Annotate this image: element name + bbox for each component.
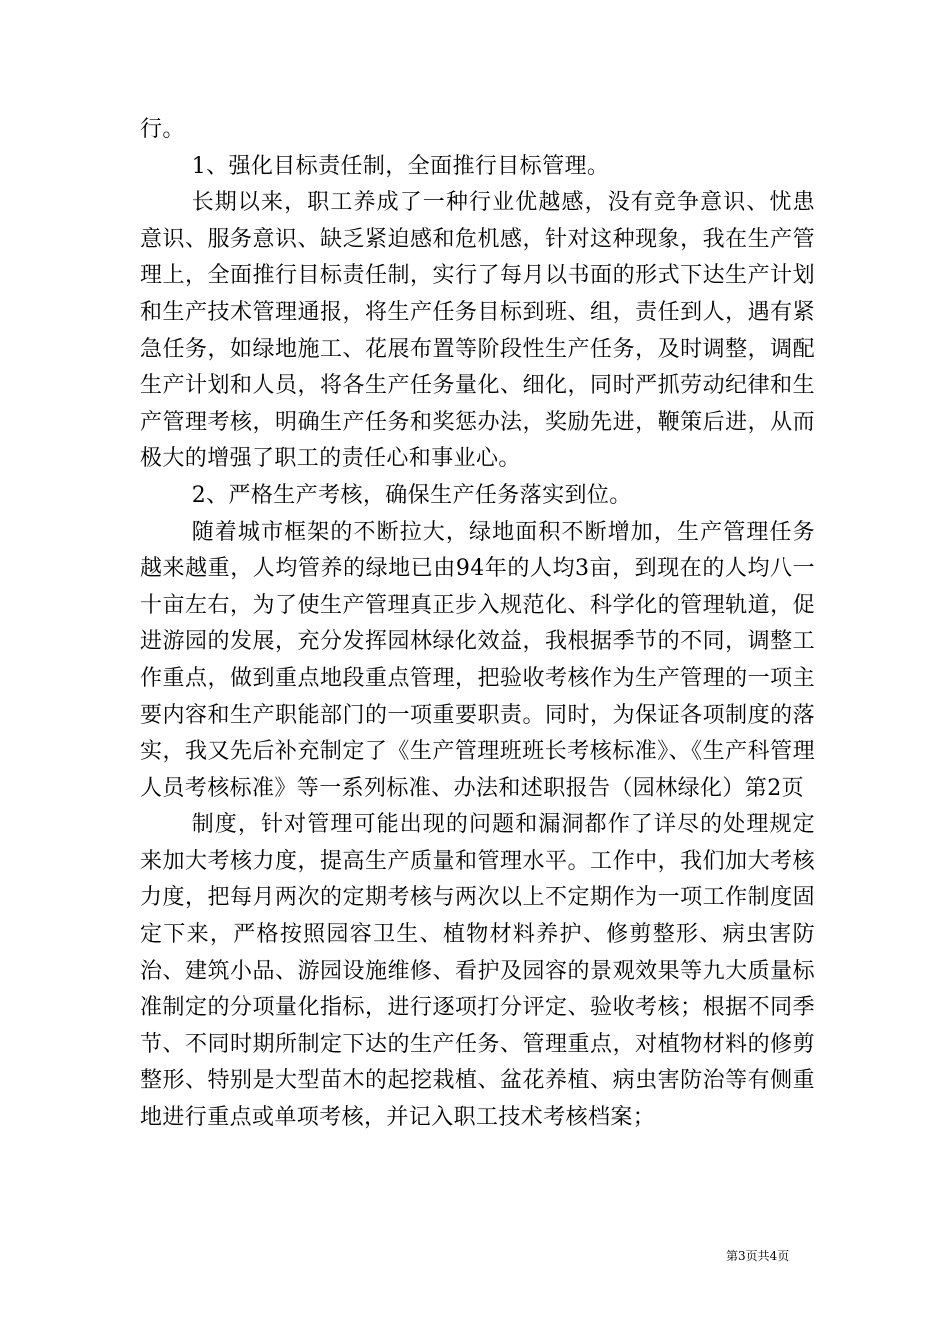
paragraph-target-responsibility: 长期以来，职工养成了一种行业优越感，没有竞争意识、忧患意识、服务意识、缺乏紧迫感和危机感，针对这种现象，我在生产管理上，全面推行目标责任制，实行了每月以书面的形式下达生产计划和生产技术管理通报，将生产任务目标到班、组，责任到人，遇有紧急任务，如绿地施工、花展布置等阶段性生产任务，及时调整，调配生产计划和人员，将各生产任务量化、细化，同时严抓劳动纪律和生产管理考核，明确生产任务和奖惩办法，奖励先进，鞭策后进，从而极大的增强了职工的责任心和事业心。 [140,190,815,472]
paragraph-system-rules: 制度，针对管理可能出现的问题和漏洞都作了详尽的处理规定来加大考核力度，提高生产质量和管理水平。工作中，我们加大考核力度，把每月两次的定期考核与两次以上不定期作为一项工作制度固定下来，严格按照园容卫生、植物材料养护、修剪整形、病虫害防治、建筑小品、游园设施维修、看护及园容的景观效果等九大质量标准制定的分项量化指标，进行逐项打分评定、验收考核；根据不同季节、不同时期所制定下达的生产任务、管理重点，对植物材料的修剪整形、特别是大型苗木的起挖栽植、盆花养植、病虫害防治等有侧重地进行重点或单项考核，并记入职工技术考核档案； [140,812,815,1131]
paragraph-continuation: 行。 [140,117,185,142]
section-heading-1: 1、强化目标责任制，全面推行目标管理。 [191,153,610,179]
section-heading-2: 2、严格生产考核，确保生产任务落实到位。 [191,482,632,508]
page-number-footer: 第3页共4页 [726,1249,790,1263]
paragraph-production-assessment: 随着城市框架的不断拉大，绿地面积不断增加，生产管理任务越来越重，人均管养的绿地已由94年的人均3亩，到现在的人均八一十亩左右，为了使生产管理真正步入规范化、科学化的管理轨道，促进游园的发展，充分发挥园林绿化效益，我根据季节的不同，调整工作重点，做到重点地段重点管理，把验收考核作为生产管理的一项主要内容和生产职能部门的一项重要职责。同时，为保证各项制度的落实，我又先后补充制定了《生产管理班班长考核标准》、《生产科管理人员考核标准》等一系列标准、办法和述职报告（园林绿化）第2页 [140,519,815,801]
document-body [140,112,815,1137]
